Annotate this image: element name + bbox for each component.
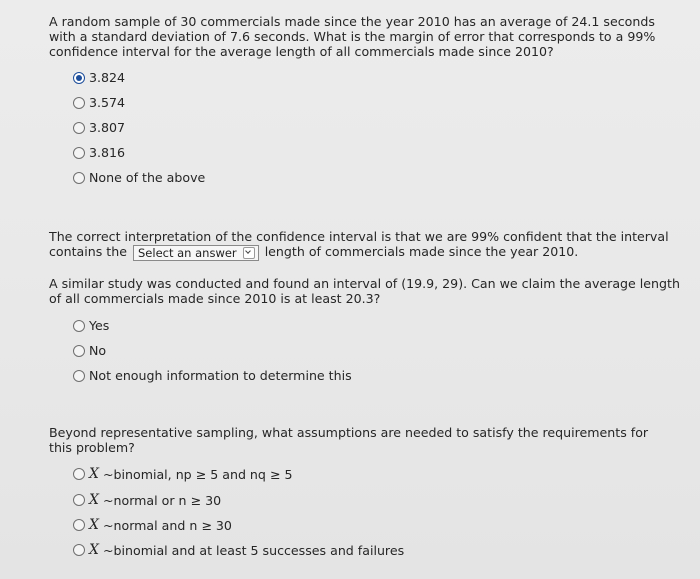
- q3-option-label: Yes: [89, 318, 110, 333]
- question-4-text: Beyond representative sampling, what assumptions are needed to satisfy the requirements for this problem?: [49, 425, 649, 455]
- q4-option-label: ~normal or n ≥ 30: [102, 492, 222, 508]
- q1-option-3-816[interactable]: [73, 145, 125, 160]
- radio-selected-icon[interactable]: [73, 72, 85, 84]
- q3-option-not-enough-info[interactable]: [73, 368, 352, 383]
- radio-icon[interactable]: [73, 468, 85, 480]
- radio-icon[interactable]: [73, 370, 85, 382]
- variable-x: X: [89, 517, 99, 533]
- radio-icon[interactable]: [73, 172, 85, 184]
- q3-option-label: No: [89, 343, 107, 358]
- q4-option-binomial-5-successes[interactable]: [73, 542, 404, 558]
- q1-option-none[interactable]: [73, 170, 205, 185]
- radio-icon[interactable]: [73, 320, 85, 332]
- q1-option-label: 3.824: [89, 70, 126, 85]
- radio-icon[interactable]: [73, 97, 85, 109]
- q3-option-yes[interactable]: [73, 318, 109, 333]
- q3-option-label: Not enough information to determine this: [89, 368, 352, 383]
- q4-option-binomial-np-nq[interactable]: [73, 466, 292, 482]
- q4-option-normal-or-n30[interactable]: [73, 492, 221, 508]
- q2-text-after: length of commercials made since the year 2010.: [264, 244, 579, 259]
- radio-icon[interactable]: [73, 147, 85, 159]
- q4-option-label: ~normal and n ≥ 30: [102, 517, 232, 533]
- q4-option-label: ~binomial, np ≥ 5 and nq ≥ 5: [102, 466, 293, 482]
- select-value: Select an answer: [138, 245, 237, 260]
- question-1-text: A random sample of 30 commercials made since the year 2010 has an average of 24.1 seconds with a standard deviation of 7.6 seconds. What is the margin of error that corresponds to a 99% confidence interval for the average length of all commercials made since 2010?: [49, 14, 656, 59]
- radio-icon[interactable]: [73, 494, 85, 506]
- question-3-text: A similar study was conducted and found an interval of (19.9, 29). Can we claim the average length of all commercials made since 2010 is at least 20.3?: [49, 276, 680, 306]
- variable-x: X: [89, 542, 99, 558]
- q1-option-3-574[interactable]: [73, 95, 125, 110]
- variable-x: X: [89, 466, 99, 482]
- question-2-text: [49, 229, 674, 261]
- q2-text-before: The correct interpretation of the confidence interval is that we are 99% confident that the interval contains the: [49, 229, 669, 259]
- q1-option-label: 3.807: [89, 120, 126, 135]
- chevron-down-icon: [243, 247, 255, 259]
- q4-option-label: ~binomial and at least 5 successes and failures: [102, 542, 405, 558]
- q1-option-label: 3.574: [89, 95, 126, 110]
- q1-option-label: 3.816: [89, 145, 126, 160]
- q1-option-3-824[interactable]: [73, 70, 125, 85]
- interpretation-select[interactable]: [133, 245, 259, 261]
- variable-x: X: [89, 492, 99, 508]
- radio-icon[interactable]: [73, 519, 85, 531]
- radio-icon[interactable]: [73, 345, 85, 357]
- q1-option-label: None of the above: [89, 170, 206, 185]
- q3-option-no[interactable]: [73, 343, 106, 358]
- radio-icon[interactable]: [73, 122, 85, 134]
- radio-icon[interactable]: [73, 544, 85, 556]
- q1-option-3-807[interactable]: [73, 120, 125, 135]
- q4-option-normal-and-n30[interactable]: [73, 517, 232, 533]
